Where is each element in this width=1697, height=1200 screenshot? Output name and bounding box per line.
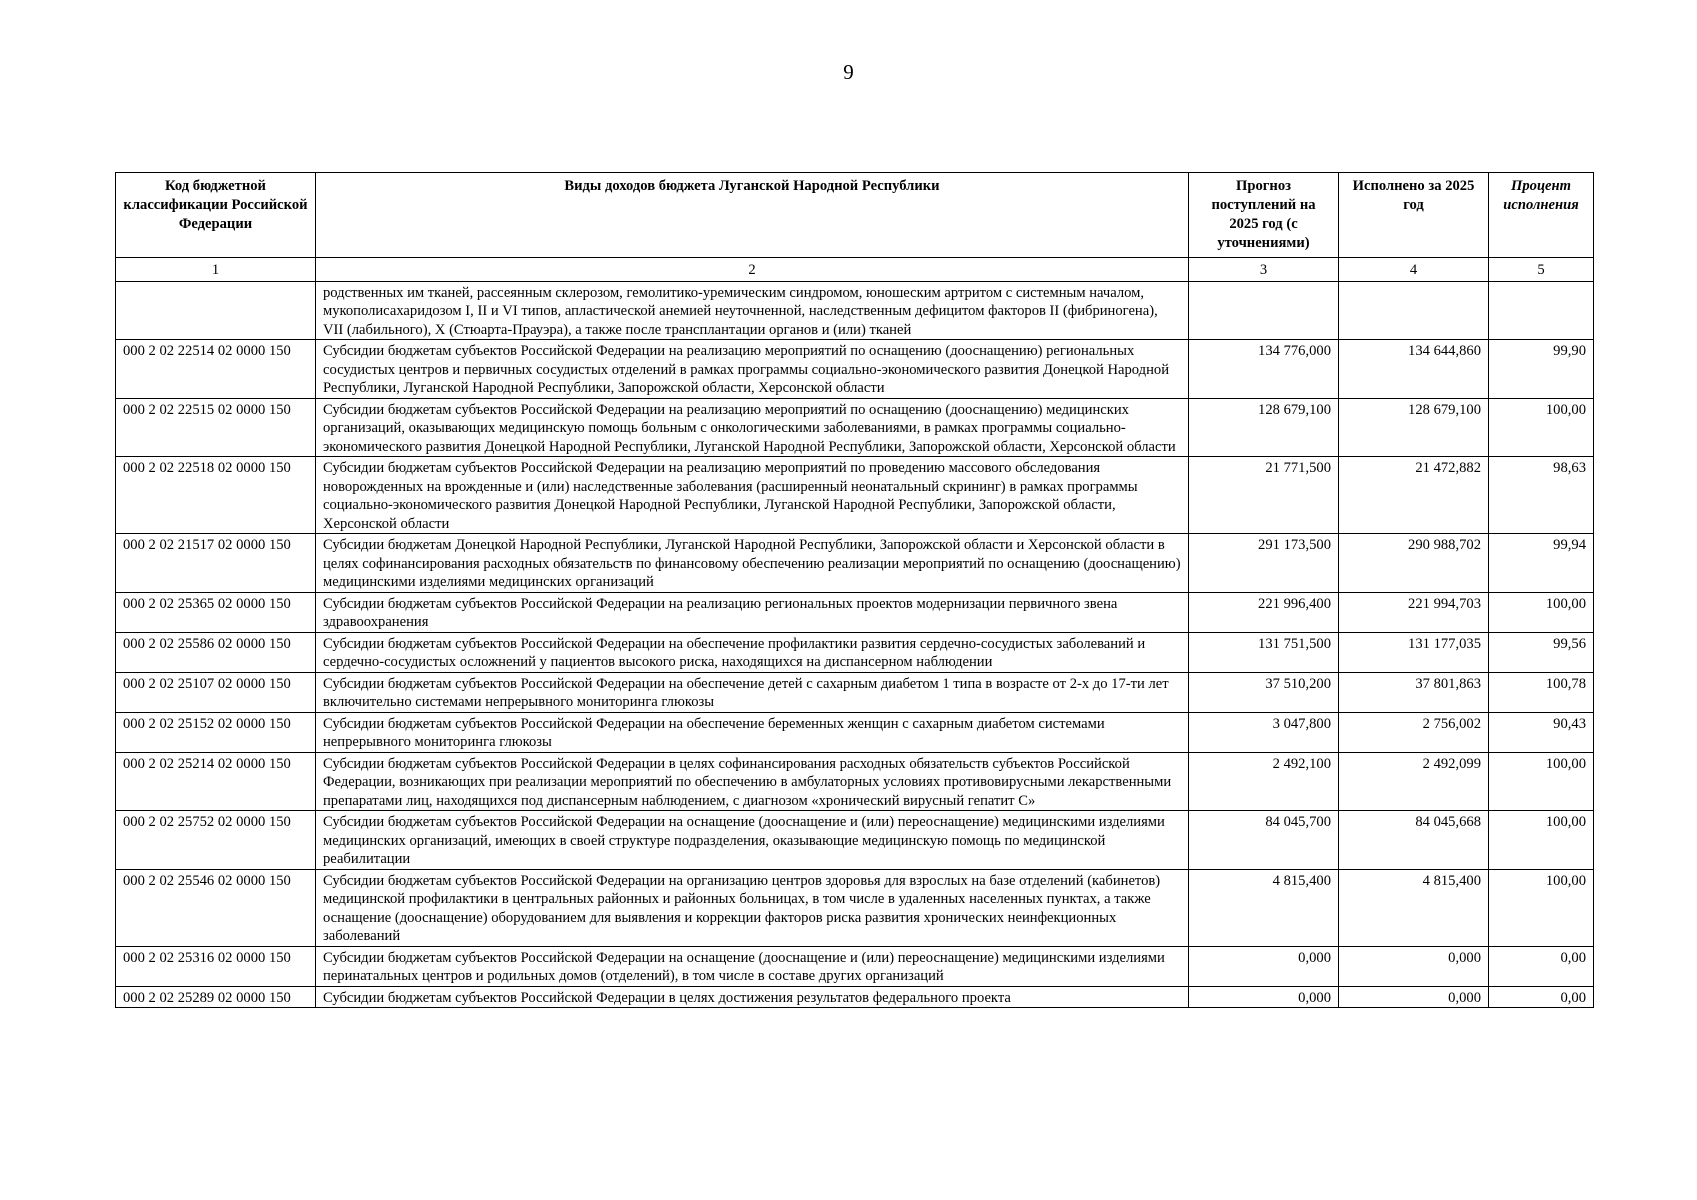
forecast-cell: 21 771,500 <box>1189 457 1339 534</box>
description-cell: Субсидии бюджетам субъектов Российской Федерации в целях достижения результатов федерального проекта <box>316 986 1189 1008</box>
description-cell: Субсидии бюджетам субъектов Российской Федерации на оснащение (дооснащение и (или) переоснащение) медицинскими изделиями медицинских организаций, имеющих в своей структуре подразделения, оказывающие медицинскую помощь по медицинской реабилитации <box>316 811 1189 870</box>
percent-cell <box>1489 281 1594 340</box>
forecast-cell: 3 047,800 <box>1189 712 1339 752</box>
percent-cell: 100,00 <box>1489 398 1594 457</box>
budget-code-cell: 000 2 02 25107 02 0000 150 <box>116 672 316 712</box>
forecast-cell: 134 776,000 <box>1189 340 1339 399</box>
forecast-cell: 4 815,400 <box>1189 869 1339 946</box>
budget-code-cell: 000 2 02 25546 02 0000 150 <box>116 869 316 946</box>
column-number-row <box>116 258 1594 282</box>
budget-code-cell: 000 2 02 25152 02 0000 150 <box>116 712 316 752</box>
budget-code-cell: 000 2 02 21517 02 0000 150 <box>116 534 316 593</box>
budget-code-cell: 000 2 02 25289 02 0000 150 <box>116 986 316 1008</box>
table-header-row <box>116 173 1594 258</box>
table-row <box>116 398 1594 457</box>
forecast-cell: 2 492,100 <box>1189 752 1339 811</box>
executed-cell: 21 472,882 <box>1339 457 1489 534</box>
percent-cell: 0,00 <box>1489 986 1594 1008</box>
table-row <box>116 712 1594 752</box>
page-number: 9 <box>843 60 854 84</box>
percent-cell: 99,56 <box>1489 632 1594 672</box>
forecast-cell: 131 751,500 <box>1189 632 1339 672</box>
budget-code-cell: 000 2 02 25214 02 0000 150 <box>116 752 316 811</box>
executed-cell: 221 994,703 <box>1339 592 1489 632</box>
percent-cell: 98,63 <box>1489 457 1594 534</box>
executed-cell: 290 988,702 <box>1339 534 1489 593</box>
table-row <box>116 811 1594 870</box>
executed-cell: 84 045,668 <box>1339 811 1489 870</box>
percent-cell: 99,94 <box>1489 534 1594 593</box>
percent-cell: 100,00 <box>1489 592 1594 632</box>
percent-cell: 0,00 <box>1489 946 1594 986</box>
table-row <box>116 869 1594 946</box>
percent-cell: 99,90 <box>1489 340 1594 399</box>
table-row <box>116 752 1594 811</box>
description-cell: Субсидии бюджетам субъектов Российской Федерации на оснащение (дооснащение и (или) переоснащение) медицинскими изделиями перинатальных центров и родильных домов (отделений), в том числе в составе других организаций <box>316 946 1189 986</box>
forecast-cell: 128 679,100 <box>1189 398 1339 457</box>
description-cell: Субсидии бюджетам субъектов Российской Федерации в целях софинансирования расходных обязательств субъектов Российской Федерации, возникающих при реализации мероприятий по обеспечению в амбулаторных условиях противовирусными лекарственными препаратами лиц, находящихся под диспансерным наблюдением, с диагнозом «хронический вирусный гепатит С» <box>316 752 1189 811</box>
table-row <box>116 672 1594 712</box>
forecast-cell: 37 510,200 <box>1189 672 1339 712</box>
executed-cell: 4 815,400 <box>1339 869 1489 946</box>
budget-code-cell: 000 2 02 25752 02 0000 150 <box>116 811 316 870</box>
table-row <box>116 946 1594 986</box>
forecast-cell: 291 173,500 <box>1189 534 1339 593</box>
executed-cell: 0,000 <box>1339 946 1489 986</box>
description-cell: Субсидии бюджетам субъектов Российской Федерации на организацию центров здоровья для взрослых на базе отделений (кабинетов) медицинской профилактики в центральных районных и районных больницах, в том числе в удаленных населенных пунктах, а также оснащение (дооснащение) оборудованием для выявления и коррекции факторов риска развития хронических неинфекционных заболеваний <box>316 869 1189 946</box>
header-forecast: Прогноз поступлений на 2025 год (с уточнениями) <box>1189 173 1339 258</box>
executed-cell <box>1339 281 1489 340</box>
forecast-cell <box>1189 281 1339 340</box>
table-row <box>116 534 1594 593</box>
executed-cell: 0,000 <box>1339 986 1489 1008</box>
table-row <box>116 457 1594 534</box>
column-number: 4 <box>1339 258 1489 282</box>
executed-cell: 134 644,860 <box>1339 340 1489 399</box>
table-row <box>116 281 1594 340</box>
table-row <box>116 986 1594 1008</box>
table-row <box>116 592 1594 632</box>
budget-code-cell: 000 2 02 22518 02 0000 150 <box>116 457 316 534</box>
forecast-cell: 84 045,700 <box>1189 811 1339 870</box>
forecast-cell: 0,000 <box>1189 946 1339 986</box>
column-number: 1 <box>116 258 316 282</box>
percent-cell: 100,00 <box>1489 752 1594 811</box>
budget-code-cell: 000 2 02 25365 02 0000 150 <box>116 592 316 632</box>
description-cell: Субсидии бюджетам субъектов Российской Федерации на обеспечение беременных женщин с сахарным диабетом системами непрерывного мониторинга глюкозы <box>316 712 1189 752</box>
description-cell: Субсидии бюджетам субъектов Российской Федерации на реализацию мероприятий по оснащению (дооснащению) медицинских организаций, оказывающих медицинскую помощь больным с онкологическими заболеваниями, в рамках программы социально-экономического развития Донецкой Народной Республики, Луганской Народной Республики, Запорожской области, Херсонской области <box>316 398 1189 457</box>
executed-cell: 2 492,099 <box>1339 752 1489 811</box>
percent-cell: 100,00 <box>1489 869 1594 946</box>
description-cell: Субсидии бюджетам субъектов Российской Федерации на реализацию мероприятий по оснащению (дооснащению) региональных сосудистых центров и первичных сосудистых отделений в рамках программы социально-экономического развития Донецкой Народной Республики, Луганской Народной Республики, Запорожской области, Херсонской области <box>316 340 1189 399</box>
column-number: 3 <box>1189 258 1339 282</box>
percent-cell: 100,78 <box>1489 672 1594 712</box>
executed-cell: 131 177,035 <box>1339 632 1489 672</box>
percent-cell: 100,00 <box>1489 811 1594 870</box>
forecast-cell: 0,000 <box>1189 986 1339 1008</box>
budget-code-cell: 000 2 02 22514 02 0000 150 <box>116 340 316 399</box>
table-row <box>116 340 1594 399</box>
description-cell: Субсидии бюджетам субъектов Российской Федерации на реализацию региональных проектов модернизации первичного звена здравоохранения <box>316 592 1189 632</box>
header-percent: Процент исполнения <box>1489 173 1594 258</box>
executed-cell: 128 679,100 <box>1339 398 1489 457</box>
description-cell: Субсидии бюджетам субъектов Российской Федерации на реализацию мероприятий по проведению массового обследования новорожденных на врожденные и (или) наследственные заболевания (расширенный неонатальный скрининг) в рамках программы социально-экономического развития Донецкой Народной Республики, Луганской Народной Республики, Запорожской области, Херсонской области <box>316 457 1189 534</box>
column-number: 2 <box>316 258 1189 282</box>
header-executed: Исполнено за 2025 год <box>1339 173 1489 258</box>
column-number: 5 <box>1489 258 1594 282</box>
header-budget-code: Код бюджетной классификации Российской Федерации <box>116 173 316 258</box>
percent-cell: 90,43 <box>1489 712 1594 752</box>
description-cell: родственных им тканей, рассеянным склерозом, гемолитико-уремическим синдромом, юношеским артритом с системным началом, мукополисахаридозом I, II и VI типов, апластической анемией неуточненной, наследственным дефицитом факторов II (фибриногена), VII (лабильного), X (Стюарта-Прауэра), а также после трансплантации органов и (или) тканей <box>316 281 1189 340</box>
executed-cell: 2 756,002 <box>1339 712 1489 752</box>
budget-code-cell: 000 2 02 25316 02 0000 150 <box>116 946 316 986</box>
budget-code-cell <box>116 281 316 340</box>
description-cell: Субсидии бюджетам субъектов Российской Федерации на обеспечение детей с сахарным диабетом 1 типа в возрасте от 2-х до 17-ти лет включительно системами непрерывного мониторинга глюкозы <box>316 672 1189 712</box>
description-cell: Субсидии бюджетам субъектов Российской Федерации на обеспечение профилактики развития сердечно-сосудистых заболеваний и сердечно-сосудистых осложнений у пациентов высокого риска, находящихся на диспансерном наблюдении <box>316 632 1189 672</box>
executed-cell: 37 801,863 <box>1339 672 1489 712</box>
budget-code-cell: 000 2 02 25586 02 0000 150 <box>116 632 316 672</box>
budget-revenue-table <box>115 172 1594 1008</box>
budget-code-cell: 000 2 02 22515 02 0000 150 <box>116 398 316 457</box>
description-cell: Субсидии бюджетам Донецкой Народной Республики, Луганской Народной Республики, Запорожской области и Херсонской области в целях софинансирования расходных обязательств по финансовому обеспечению реализации мероприятий по оснащению (дооснащению) медицинскими изделиями медицинских организаций <box>316 534 1189 593</box>
forecast-cell: 221 996,400 <box>1189 592 1339 632</box>
header-revenue-type: Виды доходов бюджета Луганской Народной Республики <box>316 173 1189 258</box>
table-row <box>116 632 1594 672</box>
